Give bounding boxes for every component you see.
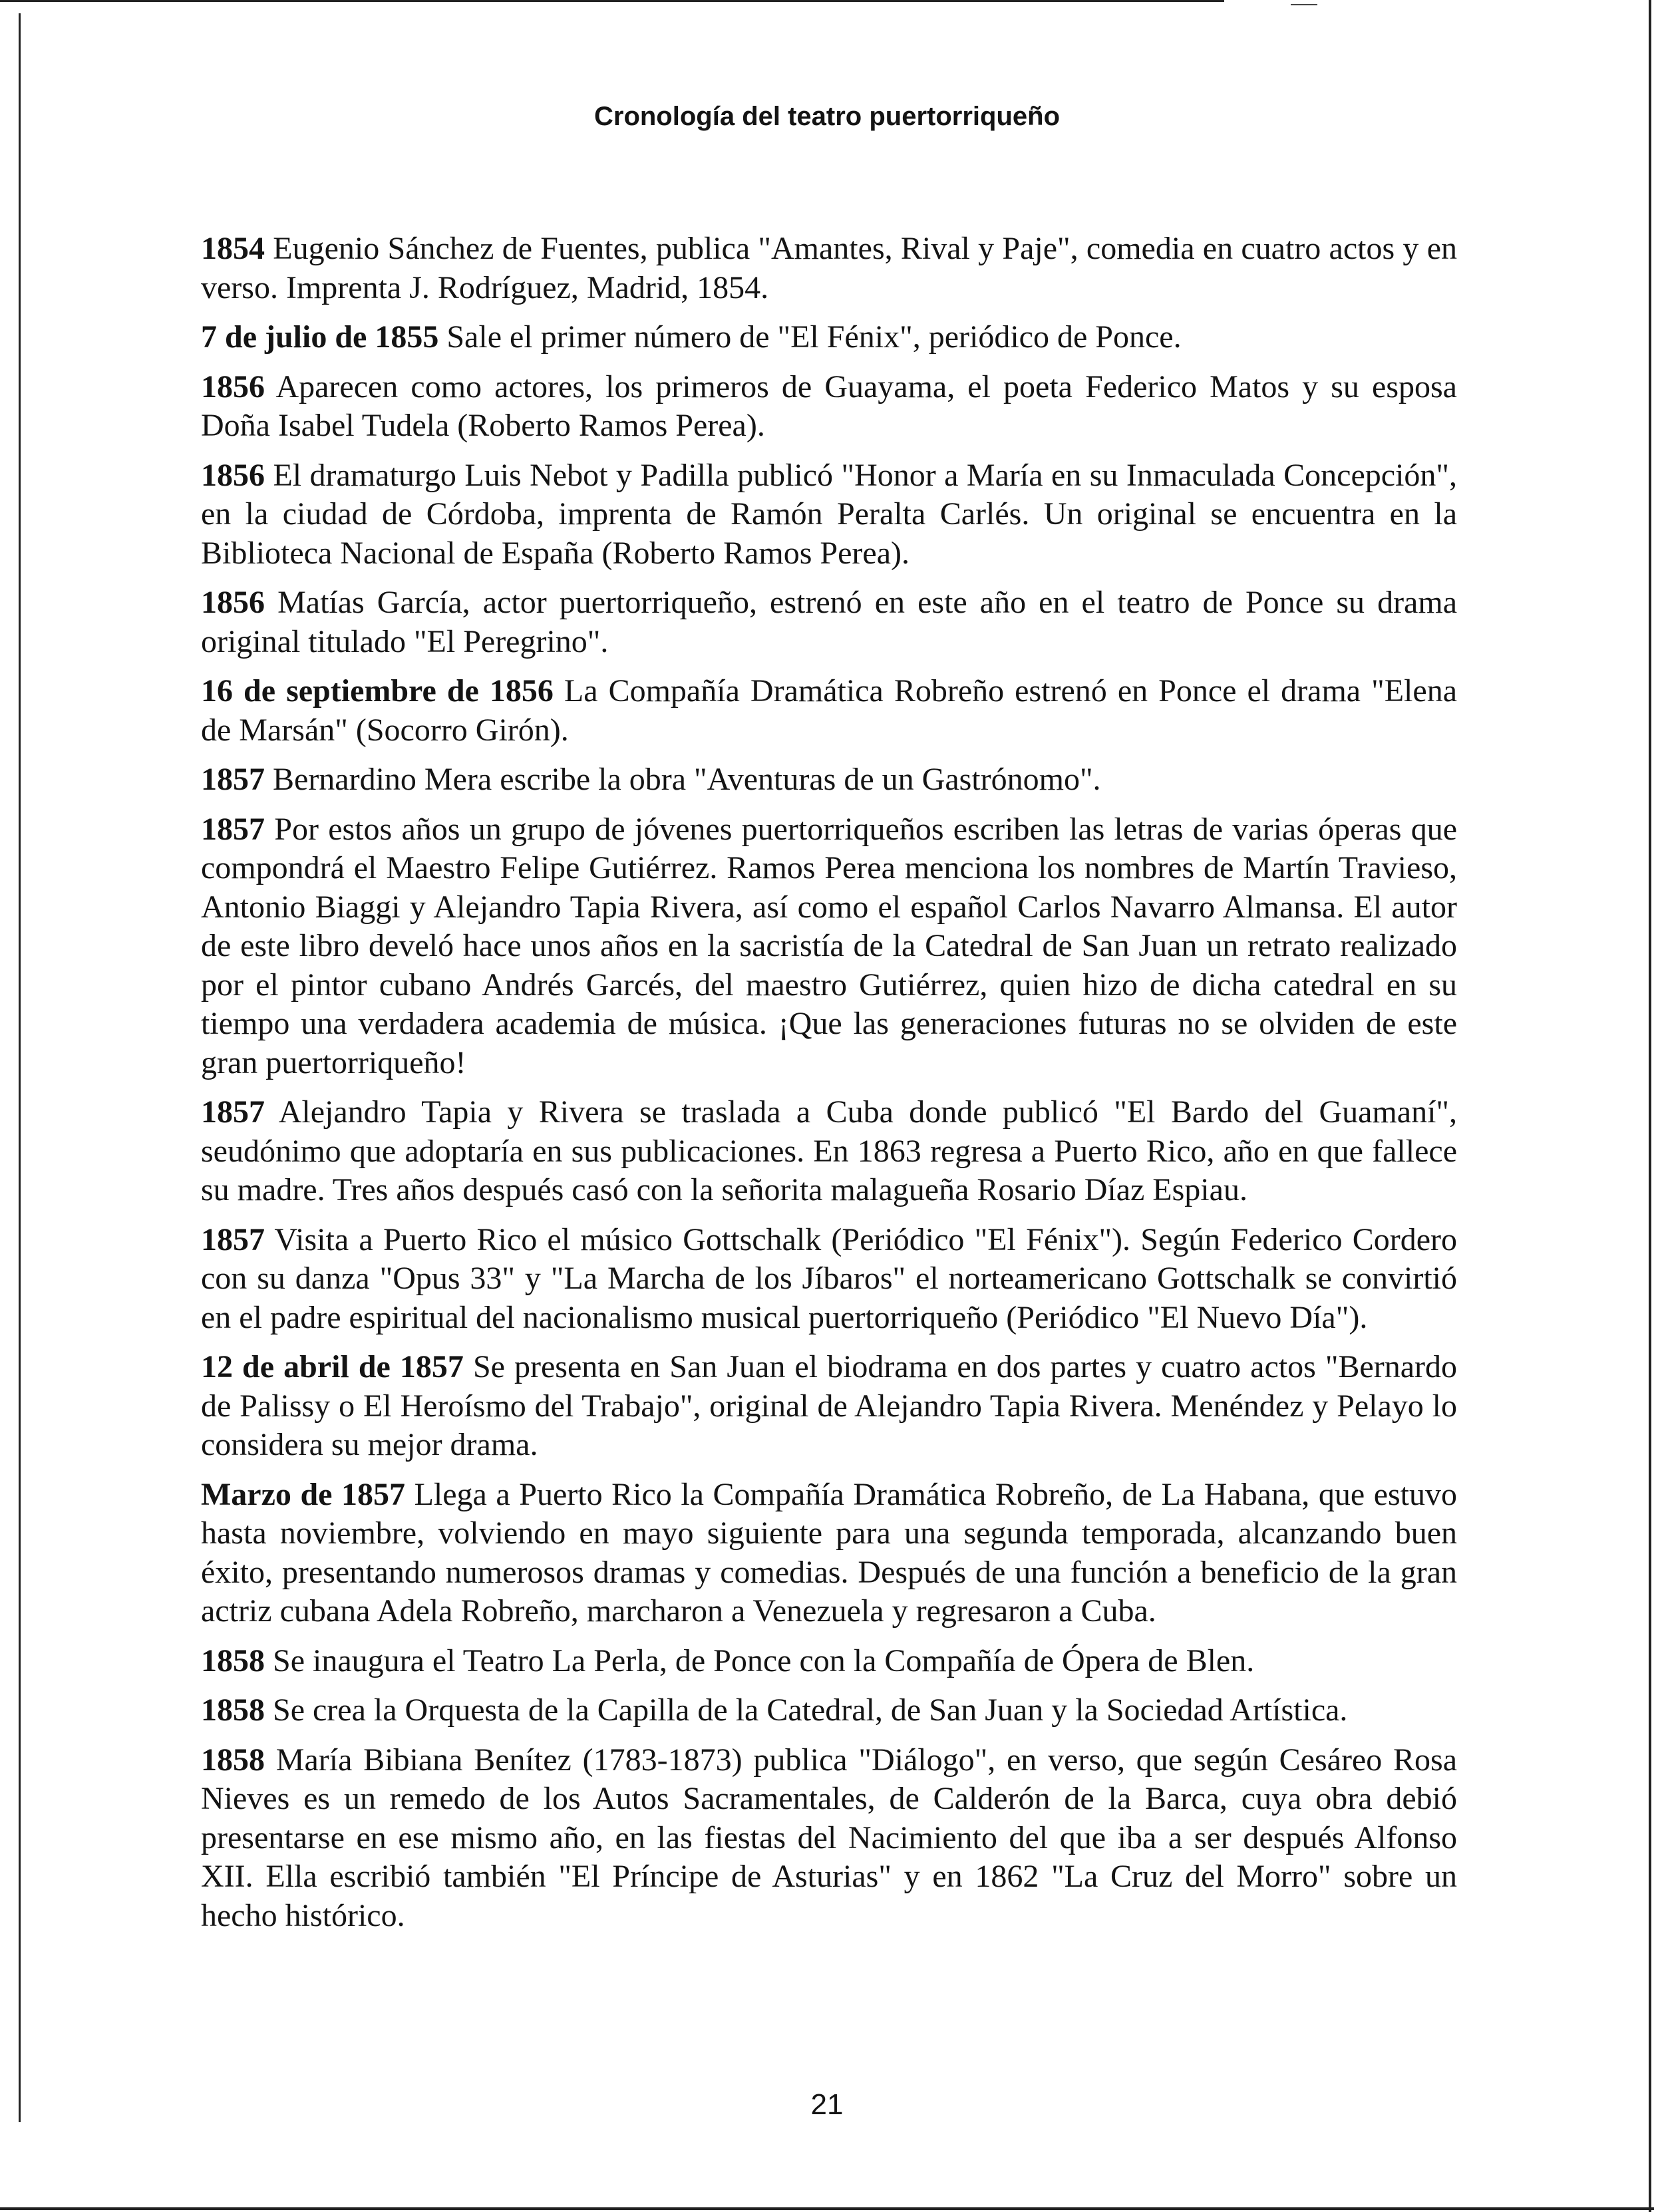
chronology-entry	[201, 230, 1457, 307]
entry-text: Bernardino Mera escribe la obra "Aventuras de un Gastrónomo".	[273, 762, 1101, 797]
entry-text: Visita a Puerto Rico el músico Gottschalk (Periódico "El Fénix"). Según Federico Cordero con su danza "Opus 33" y "La Marcha de los Jíbaros" el norteamericano Gottschalk se convirtió en el padre espiritual del nacionalismo musical puertorriqueño (Periódico "El Nuevo Día").	[201, 1221, 1458, 1335]
entry-date: 12 de abril de 1857	[201, 1349, 464, 1384]
entry-text: Matías García, actor puertorriqueño, estrenó en este año en el teatro de Ponce su drama original titulado "El Peregrino".	[201, 585, 1458, 659]
entry-text: María Bibiana Benítez (1783-1873) publica "Diálogo", en verso, que según Cesáreo Rosa Nieves es un remedo de los Autos Sacramentales, de Calderón de la Barca, cuya obra debió presentarse en ese mismo año, en las fiestas del Nacimiento del que iba a ser después Alfonso XII. Ella escribió también "El Príncipe de Asturias" y en 1862 "La Cruz del Morro" sobre un hecho histórico.	[201, 1742, 1458, 1933]
entry-date: 16 de septiembre de 1856	[201, 673, 554, 709]
entry-text: Se presenta en San Juan el biodrama en dos partes y cuatro actos "Bernardo de Palissy o El Heroísmo del Trabajo", original de Alejandro Tapia Rivera. Menéndez y Pelayo lo considera su mejor drama.	[201, 1349, 1458, 1462]
page-header: Cronología del teatro puertorriqueño	[593, 102, 1061, 131]
entry-date: 7 de julio de 1855	[201, 319, 439, 355]
entry-date: 1856	[201, 585, 265, 620]
entry-date: 1857	[201, 762, 265, 797]
entry-text: Aparecen como actores, los primeros de Guayama, el poeta Federico Matos y su esposa Doña Isabel Tudela (Roberto Ramos Perea).	[201, 369, 1457, 443]
chronology-body	[201, 230, 1457, 1946]
scan-border-bottom	[0, 2207, 1654, 2210]
entry-date: 1857	[201, 1221, 265, 1257]
chronology-entry	[201, 1348, 1457, 1465]
entry-text: Se crea la Orquesta de la Capilla de la Catedral, de San Juan y la Sociedad Artística.	[273, 1692, 1348, 1728]
entry-text: Eugenio Sánchez de Fuentes, publica "Amantes, Rival y Paje", comedia en cuatro actos y en verso. Imprenta J. Rodríguez, Madrid, 1854.	[201, 231, 1458, 305]
chronology-entry	[201, 1221, 1457, 1338]
scan-border-left	[19, 13, 21, 2122]
page-number: 21	[810, 2088, 844, 2121]
entry-text: Por estos años un grupo de jóvenes puertorriqueños escriben las letras de varias óperas que compondrá el Maestro Felipe Gutiérrez. Ramos Perea menciona los nombres de Martín Travieso, Antonio Biaggi y Alejandro Tapia Rivera, así como el español Carlos Navarro Almansa. El autor de este libro develó hace unos años en la sacristía de la Catedral de San Juan un retrato realizado por el pintor cubano Andrés Garcés, del maestro Gutiérrez, quien hizo de dicha catedral en su tiempo una verdadera academia de música. ¡Que las generaciones futuras no se olviden de este gran puertorriqueño!	[201, 811, 1458, 1080]
entry-date: 1854	[201, 231, 265, 266]
entry-date: 1856	[201, 457, 265, 493]
entry-text: Sale el primer número de "El Fénix", periódico de Ponce.	[446, 319, 1182, 355]
entry-date: 1858	[201, 1692, 265, 1728]
chronology-entry	[201, 760, 1457, 800]
entry-date: 1857	[201, 811, 265, 847]
chronology-entry	[201, 318, 1457, 357]
entry-date: Marzo de 1857	[201, 1476, 406, 1512]
scan-border-right	[1649, 0, 1651, 2212]
chronology-entry	[201, 1691, 1457, 1730]
chronology-entry	[201, 1093, 1457, 1210]
chronology-entry	[201, 672, 1457, 750]
chronology-entry	[201, 456, 1457, 573]
entry-text: Llega a Puerto Rico la Compañía Dramática Robreño, de La Habana, que estuvo hasta noviembre, volviendo en mayo siguiente para una segunda temporada, alcanzando buen éxito, presentando numerosos dramas y comedias. Después de una función a beneficio de la gran actriz cubana Adela Robreño, marcharon a Venezuela y regresaron a Cuba.	[201, 1476, 1458, 1629]
chronology-entry	[201, 1741, 1457, 1936]
entry-text: La Compañía Dramática Robreño estrenó en Ponce el drama "Elena de Marsán" (Socorro Girón).	[201, 673, 1458, 748]
entry-text: El dramaturgo Luis Nebot y Padilla publicó "Honor a María en su Inmaculada Concepción", en la ciudad de Córdoba, imprenta de Ramón Peralta Carlés. Un original se encuentra en la Biblioteca Nacional de España (Roberto Ramos Perea).	[201, 457, 1458, 571]
scan-border-mark	[1291, 4, 1317, 5]
scan-border-top	[0, 0, 1224, 2]
chronology-entry	[201, 810, 1457, 1083]
chronology-entry	[201, 1476, 1457, 1631]
chronology-entry	[201, 1642, 1457, 1681]
entry-date: 1858	[201, 1643, 265, 1678]
chronology-entry	[201, 583, 1457, 661]
entry-date: 1858	[201, 1742, 265, 1778]
entry-date: 1857	[201, 1094, 265, 1130]
entry-text: Alejandro Tapia y Rivera se traslada a Cuba donde publicó "El Bardo del Guamaní", seudónimo que adoptaría en sus publicaciones. En 1863 regresa a Puerto Rico, año en que fallece su madre. Tres años después casó con la señorita malagueña Rosario Díaz Espiau.	[201, 1094, 1457, 1207]
entry-text: Se inaugura el Teatro La Perla, de Ponce con la Compañía de Ópera de Blen.	[273, 1643, 1255, 1678]
entry-date: 1856	[201, 369, 265, 404]
chronology-entry	[201, 368, 1457, 446]
